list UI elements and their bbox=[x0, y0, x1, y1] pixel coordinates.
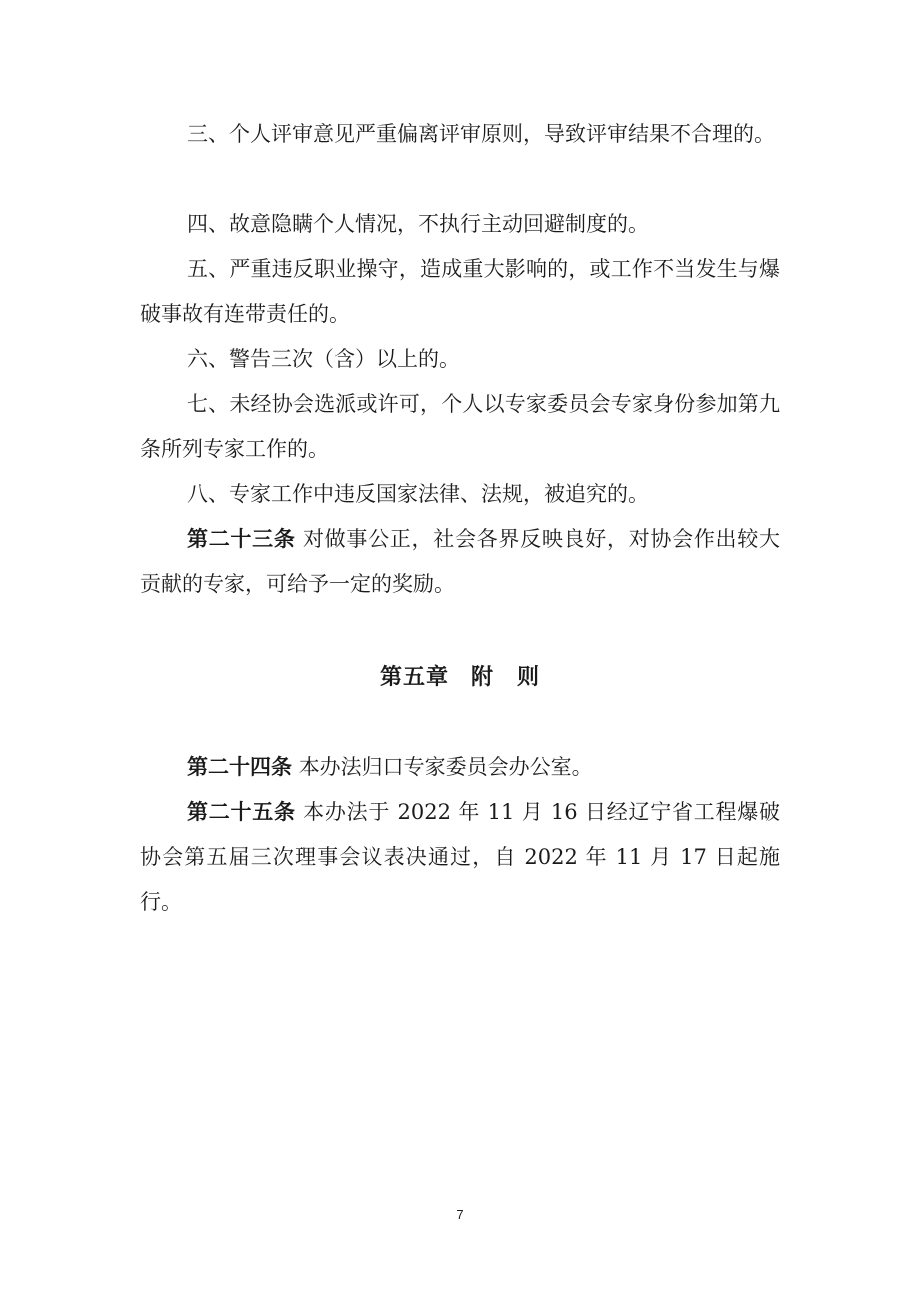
clause-item-6: 六、警告三次（含）以上的。 bbox=[187, 347, 460, 371]
article-25 bbox=[140, 790, 780, 925]
clause-item-7: 七、未经协会选派或许可，个人以专家委员会专家身份参加第九条所列专家工作的。 bbox=[140, 392, 780, 461]
article-24-label: 第二十四条 bbox=[187, 755, 292, 779]
article-25-label: 第二十五条 bbox=[187, 800, 296, 824]
page-number: 7 bbox=[456, 1207, 464, 1222]
clause-item-3: 三、个人评审意见严重偏离评审原则，导致评审结果不合理的。 bbox=[187, 122, 775, 146]
chapter-number: 第五章 bbox=[379, 665, 449, 690]
article-23 bbox=[140, 517, 780, 607]
clause-item-8: 八、专家工作中违反国家法律、法规，被追究的。 bbox=[187, 482, 649, 506]
chapter-title: 附 则 bbox=[471, 665, 541, 690]
clause-item-5: 五、严重违反职业操守，造成重大影响的，或工作不当发生与爆破事故有连带责任的。 bbox=[140, 257, 780, 326]
article-23-label: 第二十三条 bbox=[187, 527, 296, 551]
clause-item-4: 四、故意隐瞒个人情况，不执行主动回避制度的。 bbox=[187, 212, 649, 236]
article-24-text: 本办法归口专家委员会办公室。 bbox=[298, 755, 593, 779]
article-23-text: 对做事公正，社会各界反映良好，对协会作出较大贡献的专家，可给予一定的奖励。 bbox=[140, 527, 780, 596]
chapter-heading bbox=[140, 660, 780, 691]
article-24 bbox=[140, 745, 780, 790]
article-25-text: 本办法于 2022 年 11 月 16 日经辽宁省工程爆破协会第五届三次理事会议表决通过，自 2022 年 11 月 17 日起施行。 bbox=[140, 800, 780, 914]
